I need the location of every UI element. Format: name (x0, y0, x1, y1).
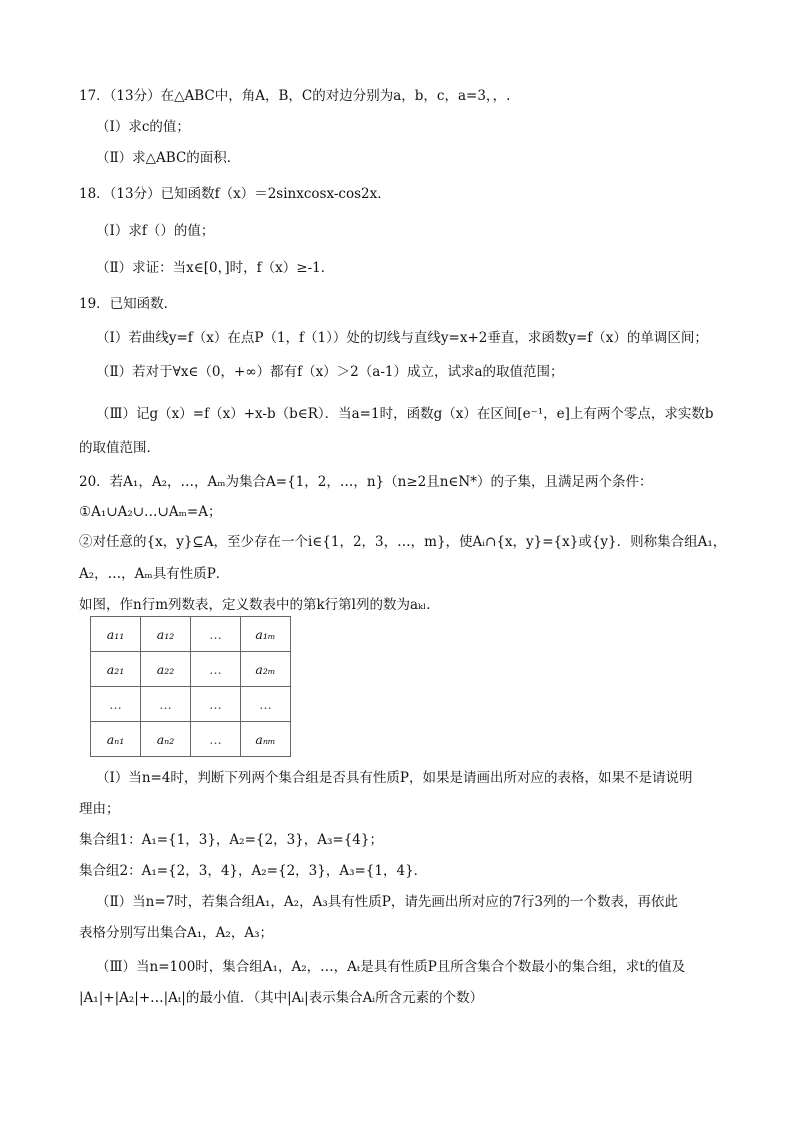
table-row (91, 687, 291, 722)
table-row (91, 617, 291, 652)
q20-figure-intro: 如图，作n行m列数表，定义数表中的第k行第l列的数为aₖₗ． (79, 597, 440, 613)
q19-part-3: （Ⅲ）记g（x）=f（x）+x-b（b∈R）．当a=1时，函数g（x）在区间[e⁻¹，e]上有两个零点，求实数b (96, 406, 714, 422)
q19-part-2: （Ⅱ）若对于∀x∈（0，+∞）都有f（x）＞2（a-1）成立，试求a的取值范围； (96, 364, 564, 380)
table-cell: a₁₁ (91, 617, 141, 652)
table-row (91, 722, 291, 757)
table-cell: a₁₂ (141, 617, 191, 652)
table-cell: … (191, 687, 241, 722)
q20-part-1-cont: 理由； (79, 801, 120, 817)
q18-part-2: （Ⅱ）求证：当x∈[0，]时，f（x）≥-1． (96, 260, 335, 276)
q17-part-2: （Ⅱ）求△ABC的面积． (96, 150, 241, 166)
table-cell: … (91, 687, 141, 722)
table-cell: a₂₁ (91, 652, 141, 687)
q19-header: 19．已知函数． (79, 296, 178, 312)
table-cell: … (241, 687, 291, 722)
q19-part-3-cont: 的取值范围． (79, 440, 160, 456)
q17-part-1: （Ⅰ）求c的值； (96, 119, 190, 135)
q20-part-3-cont: |A₁|+|A₂|+…|Aₜ|的最小值．（其中|Aᵢ|表示集合Aᵢ所含元素的个数） (79, 990, 484, 1006)
table-cell: … (191, 617, 241, 652)
q18-part-1: （Ⅰ）求f（）的值； (96, 223, 215, 239)
q20-set-group-1: 集合组1：A₁={1，3}，A₂={2，3}，A₃={4}； (79, 832, 383, 848)
q20-header: 20．若A₁，A₂，…，Aₘ为集合A={1，2，…，n}（n≥2且n∈N*）的子集，且满足两个条件： (79, 474, 653, 490)
table-cell: a₂₂ (141, 652, 191, 687)
q20-condition-2: ②对任意的{x，y}⊆A，至少存在一个i∈{1，2，3，…，m}，使Aᵢ∩{x，y}={x}或{y}．则称集合组A₁， (79, 534, 727, 550)
number-table (90, 616, 291, 757)
q18-header: 18．（13分）已知函数f（x）＝2sinxcosx-cos2x． (79, 186, 391, 202)
table-cell: a₁ₘ (241, 617, 291, 652)
q17-header: 17．（13分）在△ABC中，角A，B，C的对边分别为a，b，c，a=3，，. (79, 88, 511, 104)
q19-part-1: （Ⅰ）若曲线y=f（x）在点P（1，f（1））处的切线与直线y=x+2垂直，求函数y=f（x）的单调区间； (96, 330, 708, 346)
q20-set-group-2: 集合组2：A₁={2，3，4}，A₂={2，3}，A₃={1，4}． (79, 863, 428, 879)
q20-part-2-cont: 表格分别写出集合A₁，A₂，A₃； (79, 925, 273, 941)
q20-part-2: （Ⅱ）当n=7时，若集合组A₁，A₂，A₃具有性质P，请先画出所对应的7行3列的一个数表，再依此 (96, 894, 679, 910)
table-cell: aₙₘ (241, 722, 291, 757)
table-row (91, 652, 291, 687)
table-cell: … (141, 687, 191, 722)
q20-part-1: （Ⅰ）当n=4时，判断下列两个集合组是否具有性质P，如果是请画出所对应的表格，如果不是请说明 (96, 770, 693, 786)
table-cell: … (191, 652, 241, 687)
table-cell: aₙ₁ (91, 722, 141, 757)
table-cell: a₂ₘ (241, 652, 291, 687)
table-cell: … (191, 722, 241, 757)
q20-condition-1: ①A₁∪A₂∪…∪Aₘ=A； (79, 504, 222, 520)
q20-condition-2-cont: A₂，…，Aₘ具有性质P． (79, 566, 230, 582)
q20-part-3: （Ⅲ）当n=100时，集合组A₁，A₂，…，Aₜ是具有性质P且所含集合个数最小的集合组，求t的值及 (96, 959, 686, 975)
table-cell: aₙ₂ (141, 722, 191, 757)
